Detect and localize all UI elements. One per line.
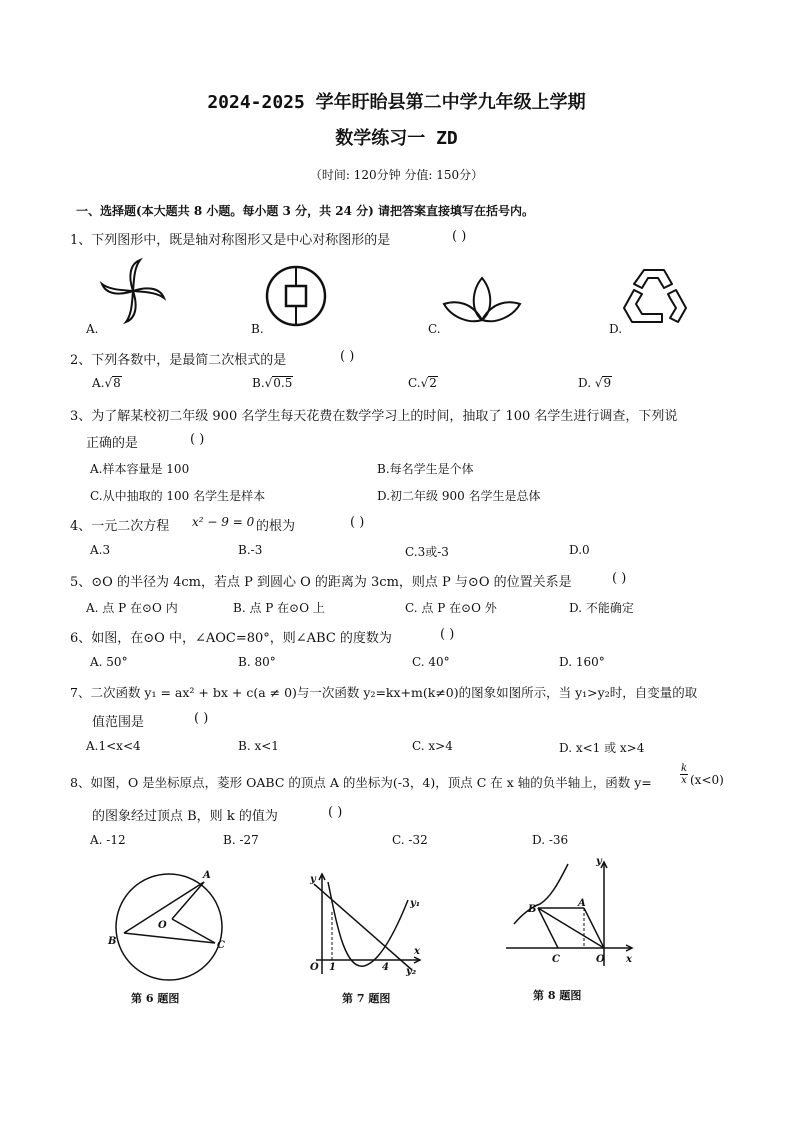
question-3-paren: ( ) (190, 432, 205, 447)
question-3-line-2: 正确的是 (86, 436, 139, 451)
q6-option-d[interactable]: D. 160° (559, 655, 605, 669)
figure-8-caption: 第 8 题图 (533, 989, 582, 1002)
question-8-line-1-tail: (x<0) (690, 773, 724, 787)
q2-option-b[interactable]: B.√0.5 (252, 376, 293, 390)
fig8-label-b: B (528, 904, 537, 915)
q7-option-b[interactable]: B. x<1 (238, 739, 279, 753)
fig8-label-o: O (596, 954, 605, 965)
question-4-equation: x² − 9 = 0 (192, 515, 255, 529)
fig6-label-o: O (158, 920, 167, 931)
q1-option-b[interactable]: B. (251, 322, 264, 336)
q5-option-b[interactable]: B. 点 P 在⊙O 上 (233, 601, 325, 615)
fig7-label-1: 1 (329, 962, 336, 973)
figure-7-caption: 第 7 题图 (342, 992, 391, 1005)
q1-figure-b-coin (264, 264, 328, 328)
q8-option-b[interactable]: B. -27 (223, 833, 259, 847)
fig6-label-c: C (217, 940, 225, 951)
q7-option-d[interactable]: D. x<1 或 x>4 (559, 741, 645, 755)
question-1-paren: ( ) (452, 229, 467, 244)
q1-figure-c-lotus (442, 276, 522, 326)
figure-6-caption: 第 6 题图 (131, 992, 180, 1005)
question-1-text: 1、下列图形中，既是轴对称图形又是中心对称图形的是 (70, 233, 391, 248)
question-8-line-2: 的图象经过顶点 B，则 k 的值为 (92, 809, 278, 824)
figure-6-circle-diagram (104, 866, 234, 981)
q4-option-c[interactable]: C.3或-3 (405, 545, 449, 559)
q3-option-b[interactable]: B.每名学生是个体 (377, 462, 474, 476)
fig8-label-a: A (578, 898, 586, 909)
q8-option-a[interactable]: A. -12 (90, 833, 126, 847)
q3-option-d[interactable]: D.初二年级 900 名学生是总体 (377, 489, 541, 503)
q1-option-d[interactable]: D. (609, 322, 623, 336)
q7-option-a[interactable]: A.1<x<4 (86, 739, 141, 753)
q3-option-a[interactable]: A.样本容量是 100 (90, 462, 190, 476)
q6-option-a[interactable]: A. 50° (90, 655, 128, 669)
q2-option-a[interactable]: A.√8 (92, 376, 121, 390)
fig7-label-4: 4 (382, 962, 389, 973)
q2-option-c[interactable]: C.√2 (408, 376, 437, 390)
q4-option-d[interactable]: D.0 (569, 543, 590, 557)
fig6-label-b: B (108, 936, 117, 947)
fig7-label-y: y (310, 874, 316, 885)
section-heading: 一、选择题(本大题共 8 小题。每小题 3 分，共 24 分) 请把答案直接填写在括号内。 (76, 204, 535, 218)
question-2-text: 2、下列各数中，是最简二次根式的是 (70, 353, 287, 368)
question-3-line-1: 3、为了解某校初二年级 900 名学生每天花费在数学学习上的时间，抽取了 100 名学生进行调查，下列说 (70, 409, 678, 424)
fig7-label-y1: y₁ (410, 898, 421, 909)
question-8-line-1: 8、如图，O 是坐标原点，菱形 OABC 的顶点 A 的坐标为(-3，4)，顶点 C 在 x 轴的负半轴上，函数 y= (70, 775, 652, 790)
question-4-text: 4、一元二次方程 (70, 519, 170, 534)
q8-option-c[interactable]: C. -32 (392, 833, 428, 847)
q3-option-c[interactable]: C.从中抽取的 100 名学生是样本 (90, 489, 266, 503)
exam-info: （时间: 120分钟 分值: 150分） (309, 168, 484, 182)
question-2-paren: ( ) (340, 349, 355, 364)
q6-option-b[interactable]: B. 80° (238, 655, 276, 669)
q8-fraction: k x (680, 763, 688, 786)
fig6-label-a: A (203, 870, 211, 881)
fig7-label-x: x (414, 946, 420, 957)
q5-option-c[interactable]: C. 点 P 在⊙O 外 (405, 601, 497, 615)
q1-figure-d-recycle (622, 268, 688, 328)
q5-option-a[interactable]: A. 点 P 在⊙O 内 (86, 601, 178, 615)
question-5-paren: ( ) (612, 571, 627, 586)
q5-option-d[interactable]: D. 不能确定 (569, 601, 634, 615)
question-4-paren: ( ) (350, 515, 365, 530)
q4-option-a[interactable]: A.3 (90, 543, 111, 557)
question-7-line-2: 值范围是 (92, 715, 145, 730)
q6-option-c[interactable]: C. 40° (412, 655, 450, 669)
question-6-paren: ( ) (440, 627, 455, 642)
q1-option-c[interactable]: C. (428, 322, 441, 336)
question-7-paren: ( ) (194, 711, 209, 726)
fig8-label-c: C (552, 954, 560, 965)
fig7-label-o: O (310, 962, 319, 973)
q2-option-d[interactable]: D. √9 (578, 376, 612, 390)
q1-option-a[interactable]: A. (86, 322, 99, 336)
q1-figure-a-pinwheel (98, 256, 168, 326)
question-6-text: 6、如图，在⊙O 中，∠AOC=80°，则∠ABC 的度数为 (70, 631, 392, 646)
question-7-line-1: 7、二次函数 y₁ = ax² + bx + c(a ≠ 0)与一次函数 y₂=kx+m(k≠0)的图象如图所示，当 y₁>y₂时，自变量的取 (70, 685, 698, 700)
fig7-label-y2: y₂ (406, 966, 417, 977)
question-8-paren: ( ) (328, 805, 343, 820)
figure-7-function-graph (306, 870, 426, 976)
question-5-text: 5、⊙O 的半径为 4cm，若点 P 到圆心 O 的距离为 3cm，则点 P 与⊙O 的位置关系是 (70, 575, 572, 590)
q7-option-c[interactable]: C. x>4 (412, 739, 453, 753)
fig8-label-y: y (596, 856, 602, 867)
page-subtitle: 数学练习一 ZD (335, 128, 458, 149)
page-title: 2024-2025 学年盱眙县第二中学九年级上学期 (207, 92, 586, 113)
q4-option-b[interactable]: B.-3 (238, 543, 263, 557)
figure-8-rhombus-graph (500, 856, 640, 968)
q8-option-d[interactable]: D. -36 (532, 833, 569, 847)
fig8-label-x: x (626, 954, 632, 965)
question-4-suffix: 的根为 (256, 519, 296, 534)
